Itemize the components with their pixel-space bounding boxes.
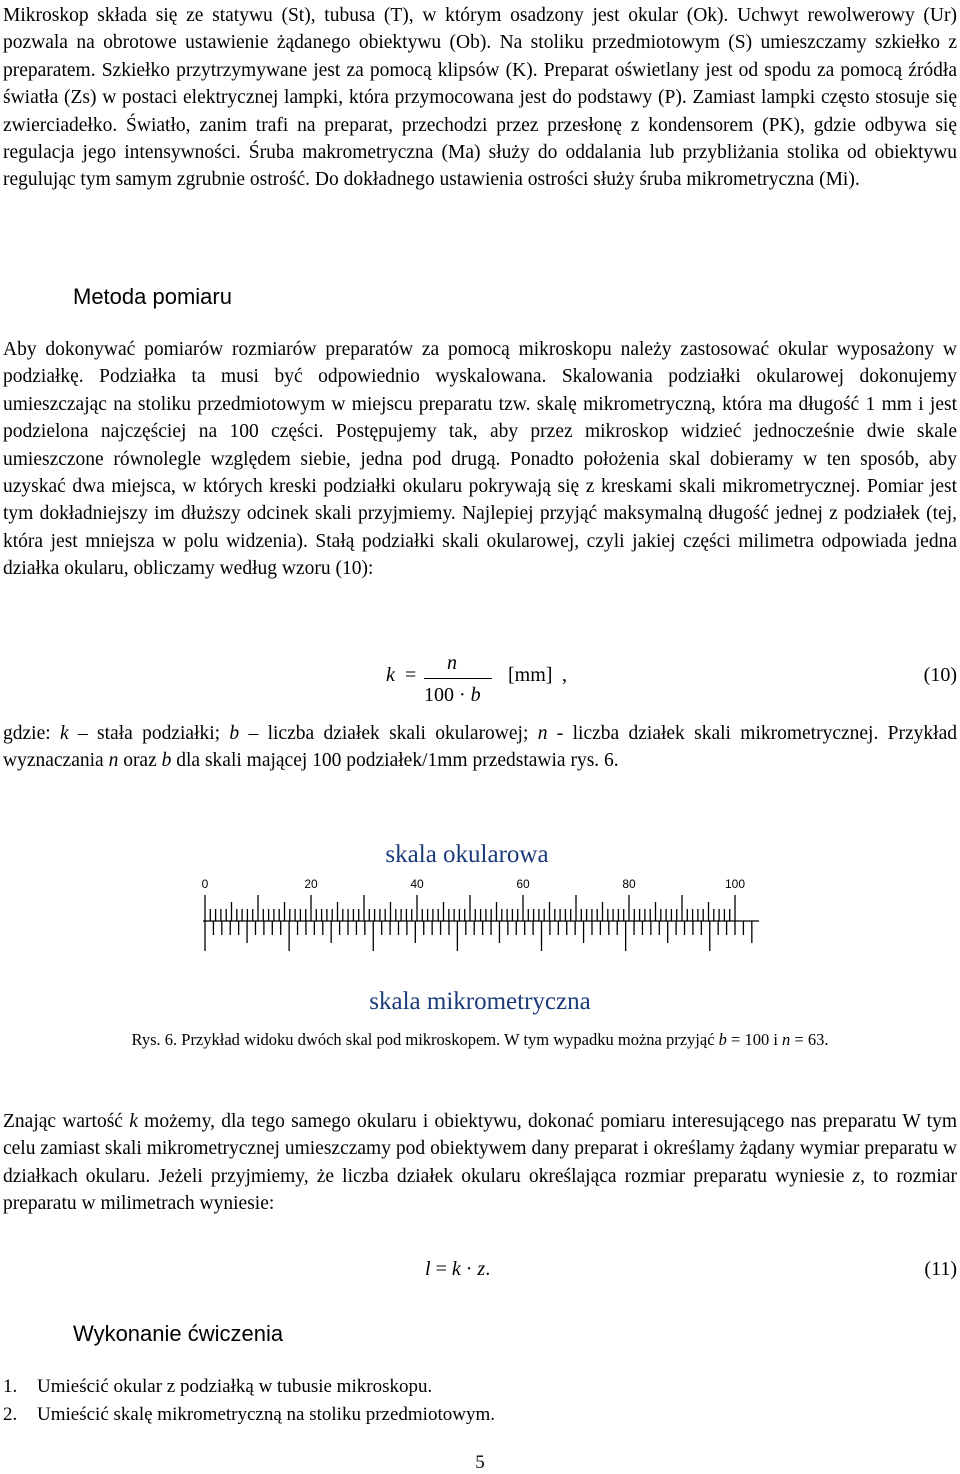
text-span: - liczba działek skali mikrometrycznej. Przykład wyznaczania — [3, 723, 957, 772]
text-span: Znając wartość — [3, 1111, 130, 1132]
list-text: Umieścić skalę mikrometryczną na stoliku przedmiotowym. — [37, 1404, 495, 1425]
paragraph-method: Aby dokonywać pomiarów rozmiarów preparatów za pomocą mikroskopu należy zastosować okular wyposażony w podziałkę. Podziałka ta musi być odpowiednio wyskalowana. Skalowania podziałki okularowej dokonujemy umieszczając na stoliku przedmiotowym w miejscu preparatu tzw. skalę mikrometryczną, która ma długość 1 mm i jest podzielona najczęściej na 100 części. Postępujemy tak, aby przez mikroskop widzieć jednocześnie dwie skale umieszczone równolegle względem siebie, jedna pod drugą. Ponadto położenia skal dobieramy w ten sposób, aby uzyskać dwa miejsca, w których kreski podziałki okularu pokrywają się z kreskami skali mikrometrycznej. Pomiar jest tym dokładniejszy im dłuższy odcinek skali przyjmiemy. Najlepiej przyjąć maksymalną długość jednej z podziałek (tej, która jest mniejsza w polu widzenia). Stałą podziałki skali okularowej, czyli jakiej części milimetra odpowiada jedna działka okularu, obliczamy według wzoru (10): — [3, 339, 957, 580]
ocular-tick-label: 0 — [201, 877, 209, 891]
formula-10-denominator-number: 100 — [424, 684, 454, 706]
ocular-scale-label: skala okularowa — [385, 841, 549, 868]
caption-var-n: n — [782, 1030, 791, 1049]
text-span: oraz — [118, 750, 162, 772]
var-b: b — [229, 723, 240, 744]
var-k: k — [129, 1111, 138, 1132]
formula-11-z: z — [477, 1258, 486, 1280]
heading-method: Metoda pomiaru — [73, 284, 232, 309]
paragraph-definitions — [3, 720, 957, 775]
ocular-tick-label: 40 — [410, 877, 424, 891]
ocular-tick-labels — [202, 877, 746, 891]
scales-svg — [195, 838, 765, 1018]
formula-11-dot: · — [465, 1258, 473, 1280]
paragraph-measurement — [3, 1108, 957, 1218]
page-number: 5 — [475, 1452, 485, 1473]
var-n: n — [537, 723, 548, 744]
formula-10-numerator: n — [447, 652, 457, 674]
micrometer-scale-label: skala mikrometryczna — [369, 988, 591, 1015]
var-k: k — [59, 723, 69, 744]
formula-11-lhs: l — [425, 1258, 431, 1280]
formula-11-equals: = — [435, 1258, 447, 1280]
paragraph-microscope-description: Mikroskop składa się ze statywu (St), tubusa (T), w którym osadzony jest okular (Ok). Uchwyt rewolwerowy (Ur) pozwala na obrotowe ustawienie żądanego obiektywu (Ob). Na stoliku przedmiotowym (S) umieszczamy szkiełko z preparatem. Szkiełko przytrzymywane jest za pomocą klipsów (K). Preparat oświetlany jest od spodu za pomocą źródła światła (Zs) w postaci elektrycznej lampki, która przymocowana jest do podstawy (P). Zamiast lampki często stosuje się zwierciadełko. Światło, zanim trafi na preparat, przechodzi przez przesłonę z kondensorem (PK), gdzie odbywa się regulacja jego intensywności. Śruba makrometryczna (Ma) służy do oddalania lub przybliżania stolika od obiektywu regulując tym samym zgrubnie ostrość. Do dokładnego ustawienia ostrości służy śruba mikrometryczna (Mi). — [3, 5, 957, 191]
formula-11-period: . — [485, 1258, 491, 1280]
list-number: 2. — [3, 1404, 18, 1425]
caption-var-b: b — [718, 1030, 727, 1049]
text-span: możemy, dla tego samego okularu i obiektywu, dokonać pomiaru interesującego nas preparatu W tym celu zamiast skali mikrometrycznej umieszczamy pod obiektywem dany preparat i określamy żądany wymiar preparatu w działkach okularu. Jeżeli przyjmiemy, że liczba działek okularu określająca rozmiar preparatu wyniesie — [3, 1111, 958, 1187]
text-span: gdzie: — [3, 723, 60, 744]
text-span: , to rozmiar preparatu w milimetrach wyniesie: — [3, 1165, 957, 1215]
caption-text: = 63. — [790, 1030, 829, 1049]
var-n: n — [108, 750, 119, 772]
ocular-scale-ticks — [205, 895, 735, 921]
caption-text: Rys. 6. Przykład widoku dwóch skal pod mikroskopem. W tym wypadku można przyjąć — [131, 1030, 719, 1049]
equation-number-11: (11) — [924, 1258, 957, 1280]
formula-10-denominator-dot: · — [459, 684, 466, 706]
formula-10-equals: = — [405, 664, 417, 686]
list-item — [3, 1376, 432, 1398]
ocular-tick-label: 60 — [516, 877, 530, 891]
ocular-tick-label: 20 — [304, 877, 318, 891]
formula-10-denominator-var: b — [470, 684, 481, 706]
figure-scales — [195, 838, 765, 1018]
heading-procedure: Wykonanie ćwiczenia — [73, 1321, 284, 1346]
figure-caption — [0, 1030, 960, 1050]
text-span: – stała podziałki; — [68, 723, 230, 744]
micrometer-scale-ticks — [205, 921, 752, 951]
caption-text: = 100 i — [726, 1030, 783, 1049]
ocular-tick-label: 100 — [724, 877, 746, 891]
formula-10-lhs: k — [386, 664, 395, 686]
text-span: – liczba działek skali okularowej; — [239, 723, 538, 744]
formula-10-unit: [mm] — [508, 664, 553, 686]
formula-11-k: k — [451, 1258, 461, 1280]
var-b: b — [161, 750, 172, 772]
fraction-bar — [424, 678, 492, 679]
list-item — [3, 1404, 495, 1426]
text-span: dla skali mającej 100 podziałek/1mm przedstawia rys. 6. — [171, 750, 619, 772]
formula-10-comma: , — [562, 664, 567, 686]
equation-number-10: (10) — [923, 664, 957, 686]
list-text: Umieścić okular z podziałką w tubusie mikroskopu. — [37, 1376, 433, 1397]
list-number: 1. — [3, 1376, 18, 1397]
var-z: z — [852, 1165, 861, 1187]
ocular-tick-label: 80 — [622, 877, 636, 891]
